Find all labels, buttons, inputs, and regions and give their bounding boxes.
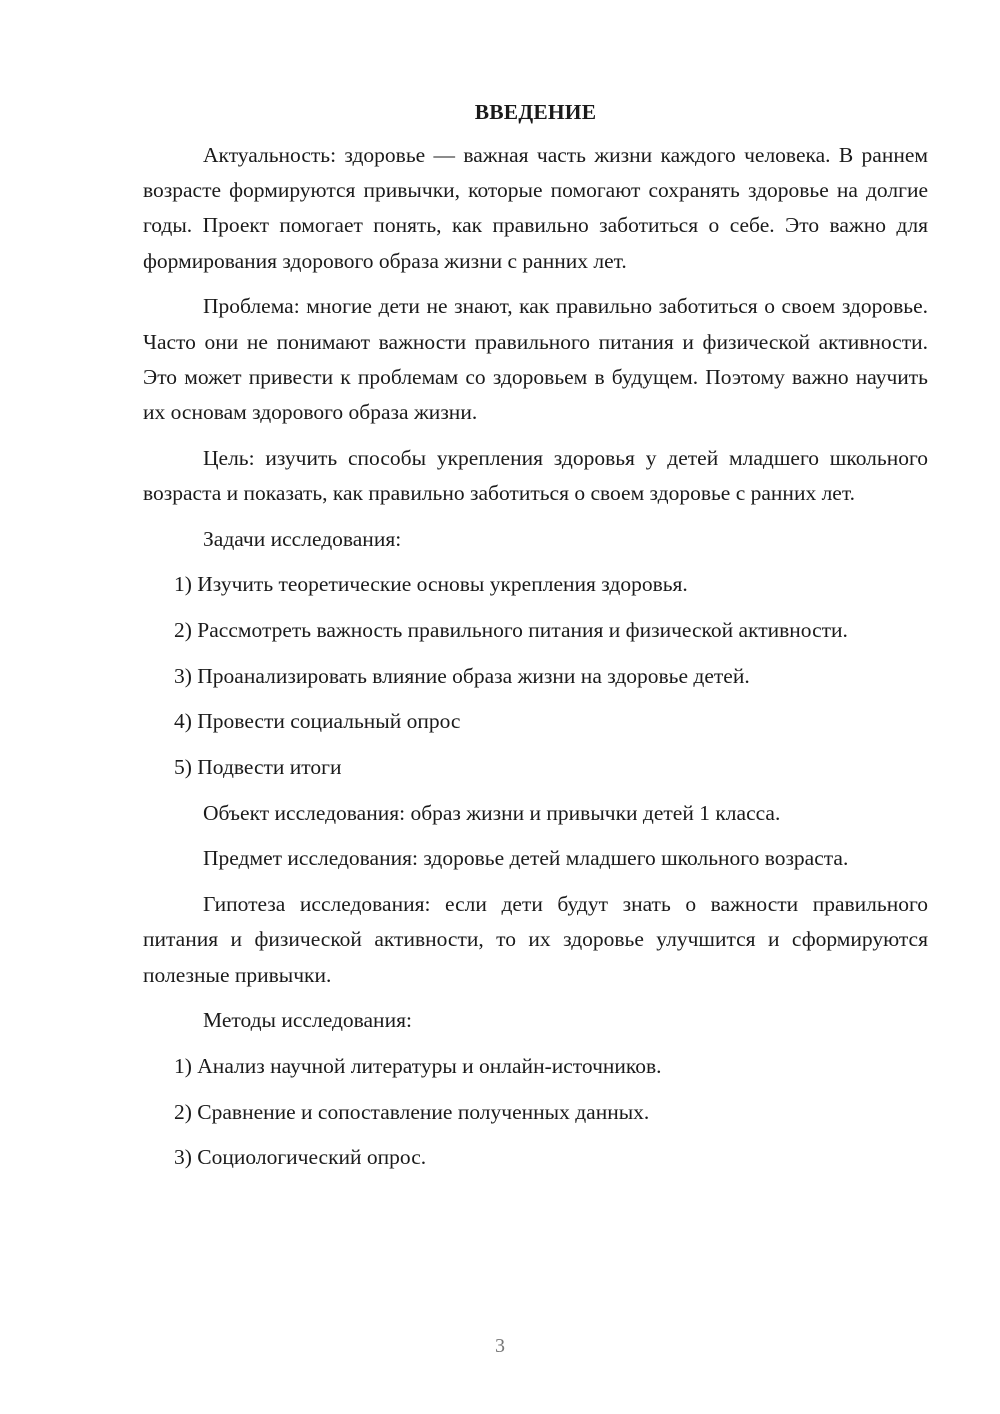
- page-number: 3: [495, 1335, 505, 1357]
- task-item-5: 5) Подвести итоги: [174, 755, 342, 780]
- section-heading: ВВЕДЕНИЕ: [474, 100, 597, 124]
- method-item-3: 3) Социологический опрос.: [174, 1145, 427, 1170]
- paragraph-research-object: Объект исследования: образ жизни и привычки детей 1 класса.: [203, 800, 781, 825]
- paragraph-methods-heading: Методы исследования:: [203, 1008, 412, 1033]
- task-item-4: 4) Провести социальный опрос: [174, 709, 461, 734]
- paragraph-research-subject: Предмет исследования: здоровье детей младшего школьного возраста.: [203, 846, 849, 871]
- paragraph-relevance: Актуальность: здоровье — важная часть жизни каждого человека. В раннем возрасте формируются привычки, которые помогают сохранять здоровье на долгие годы. Проект помогает понять, как правильно заботиться о себе. Это важно для формирования здорового образа жизни с ранних лет.: [143, 143, 928, 273]
- paragraph-tasks-heading: Задачи исследования:: [203, 526, 402, 551]
- task-item-2: 2) Рассмотреть важность правильного питания и физической активности.: [174, 617, 848, 642]
- task-item-1: 1) Изучить теоретические основы укрепления здоровья.: [174, 572, 688, 597]
- paragraph-problem: Проблема: многие дети не знают, как правильно заботиться о своем здоровье. Часто они не понимают важности правильного питания и физической активности. Это может привести к проблемам со здоровьем в будущем. Поэтому важно научить их основам здорового образа жизни.: [143, 294, 928, 424]
- paragraph-research-hypothesis: Гипотеза исследования: если дети будут знать о важности правильного питания и физической активности, то их здоровье улучшится и сформируются полезные привычки.: [143, 892, 928, 987]
- method-item-1: 1) Анализ научной литературы и онлайн-источников.: [174, 1053, 662, 1078]
- document-page: [143, 95, 928, 1186]
- paragraph-goal: Цель: изучить способы укрепления здоровья у детей младшего школьного возраста и показать, как правильно заботиться о своем здоровье с ранних лет.: [143, 445, 928, 505]
- task-item-3: 3) Проанализировать влияние образа жизни на здоровье детей.: [174, 663, 750, 688]
- method-item-2: 2) Сравнение и сопоставление полученных данных.: [174, 1099, 650, 1124]
